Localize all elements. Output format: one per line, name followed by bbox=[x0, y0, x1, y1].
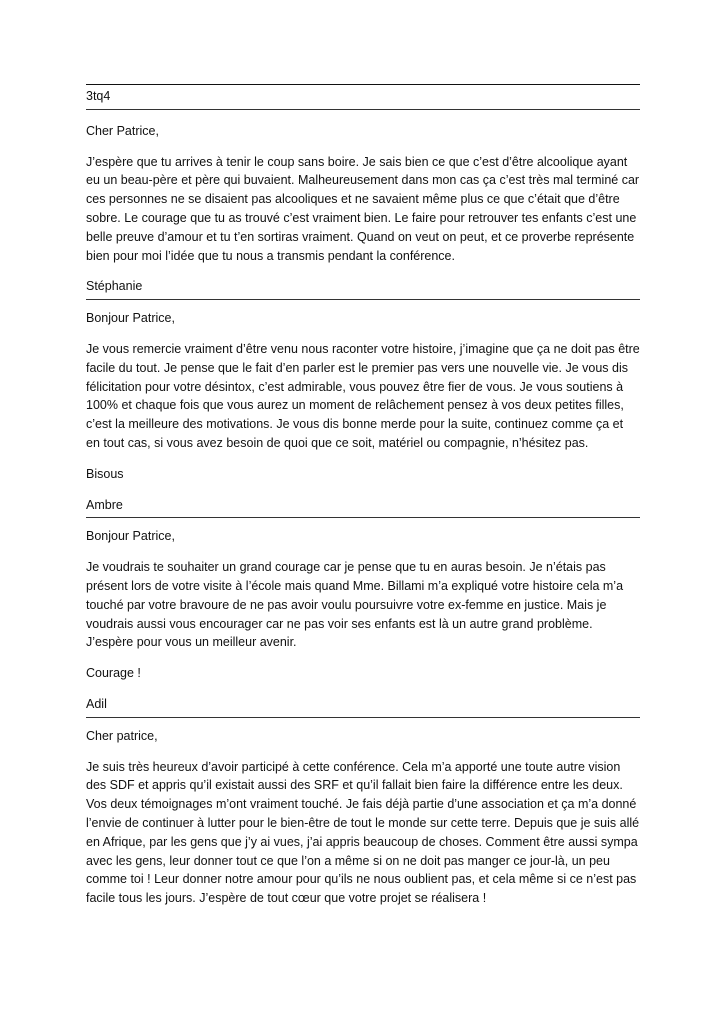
top-rule bbox=[86, 84, 640, 85]
letter-2-body: Je vous remercie vraiment d’être venu nous raconter votre histoire, j’imagine que ça ne doit pas être facile du tout. Je pense que le fait d’en parler est le premier pas vers une nouvelle vie. Je vous dis félicitation pour votre désintox, c’est admirable, vous pouvez être fier de vous. Je vous soutiens à 100% et chaque fois que vous aurez un moment de relâchement pensez à vos deux petites filles, c’est la meilleure des motivations. Je vous dis bonne merde pour la suite, continuez comme ça et en tout cas, si vous avez besoin de quoi que ce soit, matériel ou compagnie, n’hésitez pas. bbox=[86, 341, 640, 450]
letter-2 bbox=[86, 309, 640, 514]
letter-3-salutation: Bonjour Patrice, bbox=[86, 529, 175, 544]
header-rule bbox=[86, 109, 640, 110]
separator-rule-1 bbox=[86, 299, 640, 300]
separator-rule-3 bbox=[86, 717, 640, 718]
document-code: 3tq4 bbox=[86, 89, 111, 103]
letter-3 bbox=[86, 527, 640, 713]
letter-1 bbox=[86, 122, 640, 296]
letter-3-body: Je voudrais te souhaiter un grand courage car je pense que tu en auras besoin. Je n’étais pas présent lors de votre visite à l’école mais quand Mme. Billami m’a expliqué votre histoire cela m’a touché par votre bravoure de ne pas avoir voulu poursuivre votre ex-femme en justice. Mais je voudrais aussi vous encourager car ne pas voir ses enfants est là un autre grand problème. J’espère pour vous un meilleur avenir. bbox=[86, 560, 624, 650]
separator-rule-2 bbox=[86, 517, 640, 518]
letter-2-closing: Bisous bbox=[86, 466, 124, 481]
letter-1-signature: Stéphanie bbox=[86, 279, 143, 294]
letter-4-body: Je suis très heureux d’avoir participé à cette conférence. Cela m’a apporté une toute autre vision des SDF et appris qu’il existait aussi des SRF et qu’il fallait bien faire la différence entre les deux. Vos deux témoignages m’ont vraiment touché. Je fais déjà partie d’une association et ça m’a donné l’envie de continuer à lutter pour le bien-être de tout le monde sur cette terre. Depuis que je suis allé en Afrique, par les gens que j’y ai vues, j’ai appris beaucoup de choses. Comment être aussi sympa avec les gens, leur donner tout ce que l’on a même si on ne doit pas manger ce jour-là, un peu comme toi ! Leur donner notre amour pour qu’ils ne nous oublient pas, et cela même si ce n’est pas facile tous les jours. J’espère de tout cœur que votre projet se réalisera ! bbox=[86, 759, 640, 906]
letter-4-salutation: Cher patrice, bbox=[86, 728, 158, 743]
letter-2-salutation: Bonjour Patrice, bbox=[86, 311, 175, 326]
letter-2-signature: Ambre bbox=[86, 497, 123, 512]
letter-3-signature: Adil bbox=[86, 696, 107, 711]
letter-4 bbox=[86, 727, 640, 908]
letter-1-salutation: Cher Patrice, bbox=[86, 123, 159, 138]
letter-3-closing: Courage ! bbox=[86, 666, 141, 681]
letter-1-body: J’espère que tu arrives à tenir le coup sans boire. Je sais bien ce que c’est d’être alcoolique ayant eu un beau-père et père qui buvaient. Malheureusement dans mon cas ça c’est très mal terminé car ces personnes ne se disaient pas alcooliques et ne savaient même plus ce que c’était que d’être sobre. Le courage que tu as trouvé c’est vraiment bien. Le faire pour retrouver tes enfants c’est une belle preuve d’amour et tu t’en sortiras vraiment. Quand on veut on peut, et ce proverbe représente bien pour moi l’idée que tu nous a transmis pendant la conférence. bbox=[86, 154, 640, 263]
document-page bbox=[86, 84, 640, 908]
